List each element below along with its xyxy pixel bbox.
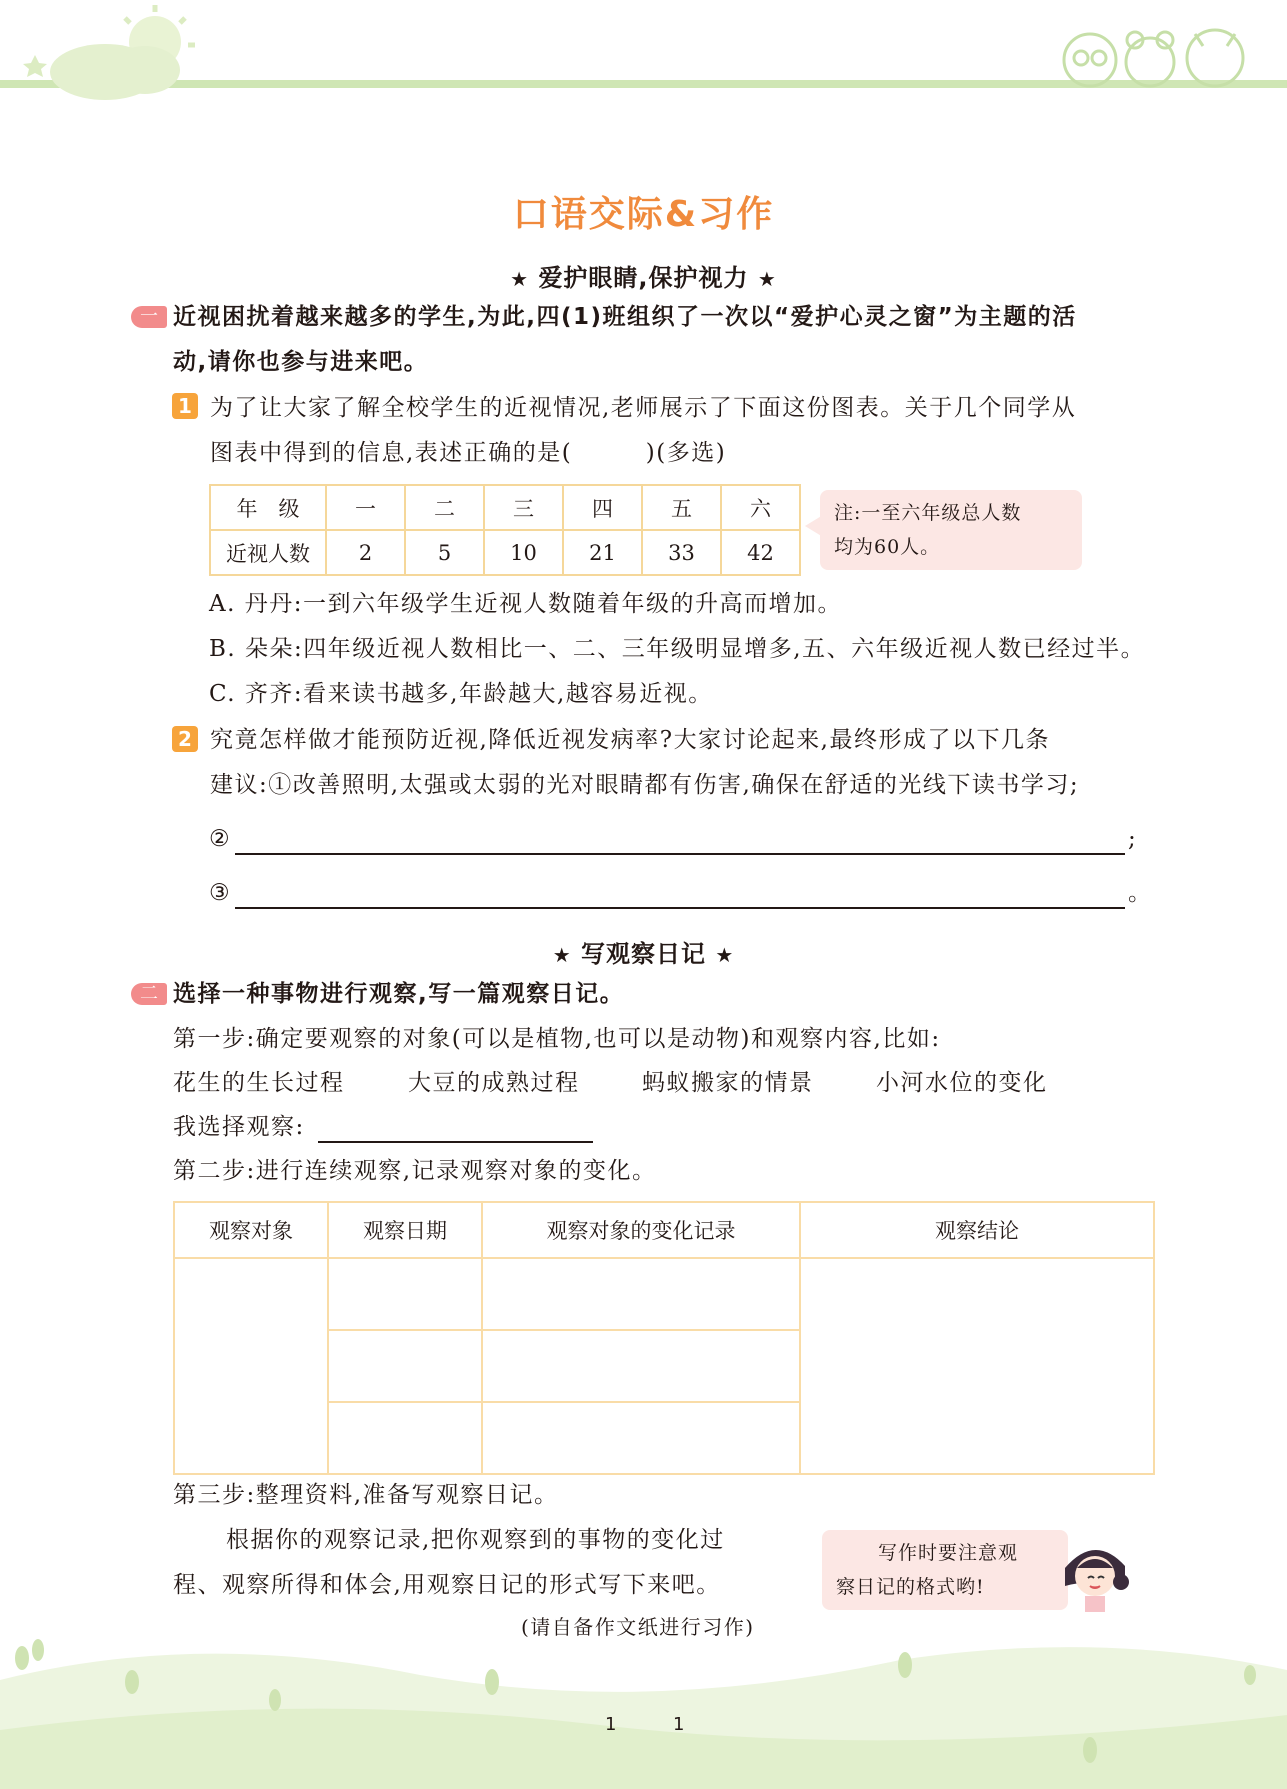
q2-line1: 究竟怎样做才能预防近视,降低近视发病率?大家讨论起来,最终形成了以下几条 [210, 727, 1050, 753]
step2: 第二步:进行连续观察,记录观察对象的变化。 [173, 1158, 657, 1184]
note-pointer [805, 515, 823, 537]
section1-intro-line1: 近视困扰着越来越多的学生,为此,四(1)班组织了一次以“爱护心灵之窗”为主题的活 [173, 304, 1077, 330]
footnote: (请自备作文纸进行习作) [521, 1615, 755, 1639]
table-cell[interactable] [328, 1402, 482, 1474]
table-header-cell: 观察日期 [328, 1202, 482, 1258]
choose-label: 我选择观察: [173, 1114, 305, 1140]
table-cell[interactable] [800, 1258, 1154, 1474]
table-cell[interactable] [482, 1402, 800, 1474]
table-cell[interactable] [174, 1258, 328, 1474]
table-cell[interactable] [328, 1258, 482, 1330]
animal-faces-decoration [1055, 20, 1255, 92]
tip-line1: 写作时要注意观 [878, 1542, 1019, 1564]
blank3-end: 。 [1128, 880, 1153, 906]
option-a: A. 丹丹:一到六年级学生近视人数随着年级的升高而增加。 [209, 591, 842, 617]
tip-bubble [822, 1530, 1068, 1610]
table-cell: 六 [721, 485, 800, 530]
step1: 第一步:确定要观察的对象(可以是植物,也可以是动物)和观察内容,比如: [173, 1026, 941, 1052]
myopia-table-header [210, 485, 800, 530]
table-cell: 2 [326, 530, 405, 575]
table-cell[interactable] [482, 1330, 800, 1402]
option-c: C. 齐齐:看来读书越多,年龄越大,越容易近视。 [209, 681, 713, 707]
example-2: 大豆的成熟过程 [408, 1070, 580, 1096]
blank2-label: ② [209, 826, 232, 852]
table-cell: 二 [405, 485, 484, 530]
section1-intro-line2: 动,请你也参与进来吧。 [173, 349, 429, 375]
table-cell: 33 [642, 530, 721, 575]
table-row [174, 1258, 1154, 1330]
question-number-2: 2 [172, 726, 198, 752]
myopia-table-row [210, 530, 800, 575]
star-icon: ★ [510, 267, 530, 291]
table-header-cell: 观察结论 [800, 1202, 1154, 1258]
star-icon: ★ [715, 943, 735, 967]
page-title: 口语交际&习作 [512, 194, 775, 235]
section2-intro: 选择一种事物进行观察,写一篇观察日记。 [173, 981, 625, 1007]
note-bubble [820, 490, 1082, 570]
q1-line1: 为了让大家了解全校学生的近视情况,老师展示了下面这份图表。关于几个同学从 [210, 395, 1077, 421]
instruction-line1: 根据你的观察记录,把你观察到的事物的变化过 [226, 1527, 725, 1553]
example-4: 小河水位的变化 [876, 1070, 1048, 1096]
instruction-line2: 程、观察所得和体会,用观察日记的形式写下来吧。 [173, 1572, 721, 1598]
page-number-right: 1 [673, 1714, 685, 1735]
observation-table [173, 1201, 1155, 1475]
table-header-cell: 观察对象 [174, 1202, 328, 1258]
tip-line2: 察日记的格式哟! [836, 1576, 985, 1598]
section2-heading [0, 934, 1287, 969]
example-1: 花生的生长过程 [173, 1070, 345, 1096]
note-line2: 均为60人。 [834, 536, 941, 558]
blank3-label: ③ [209, 880, 232, 906]
section1-heading-text: 爱护眼睛,保护视力 [538, 264, 749, 292]
q1-line2: 图表中得到的信息,表述正确的是( )(多选) [210, 440, 727, 466]
table-cell: 近视人数 [210, 530, 326, 575]
table-cell: 21 [563, 530, 642, 575]
option-b: B. 朵朵:四年级近视人数相比一、二、三年级明显增多,五、六年级近视人数已经过半。 [209, 636, 1146, 662]
star-icon: ★ [552, 943, 572, 967]
table-cell: 四 [563, 485, 642, 530]
table-cell: 5 [405, 530, 484, 575]
table-header-cell: 观察对象的变化记录 [482, 1202, 800, 1258]
table-cell[interactable] [482, 1258, 800, 1330]
observation-table-header [174, 1202, 1154, 1258]
bottom-hills-decoration [0, 1620, 1287, 1789]
answer-blank-3[interactable] [235, 907, 1125, 909]
table-cell: 10 [484, 530, 563, 575]
star-icon: ★ [757, 267, 777, 291]
section1-heading [0, 258, 1287, 293]
section-badge-1: 一 [131, 306, 167, 328]
section2-heading-text: 写观察日记 [581, 940, 706, 968]
page-number-left: 1 [605, 1714, 617, 1735]
table-cell: 年 级 [210, 485, 326, 530]
step3: 第三步:整理资料,准备写观察日记。 [173, 1482, 559, 1508]
question-number-1: 1 [172, 393, 198, 419]
note-line1: 注:一至六年级总人数 [834, 502, 1022, 524]
table-cell: 五 [642, 485, 721, 530]
myopia-table [209, 484, 801, 576]
blank2-end: ; [1128, 826, 1138, 852]
choose-blank[interactable] [318, 1141, 593, 1143]
girl-character-icon [1055, 1538, 1135, 1612]
q2-line2: 建议:①改善照明,太强或太弱的光对眼睛都有伤害,确保在舒适的光线下读书学习; [210, 772, 1080, 798]
table-cell: 42 [721, 530, 800, 575]
section-badge-2: 二 [131, 983, 167, 1005]
sun-cloud-decoration [20, 0, 210, 110]
answer-blank-2[interactable] [235, 853, 1125, 855]
table-cell: 一 [326, 485, 405, 530]
table-cell[interactable] [328, 1330, 482, 1402]
example-3: 蚂蚁搬家的情景 [642, 1070, 814, 1096]
table-cell: 三 [484, 485, 563, 530]
